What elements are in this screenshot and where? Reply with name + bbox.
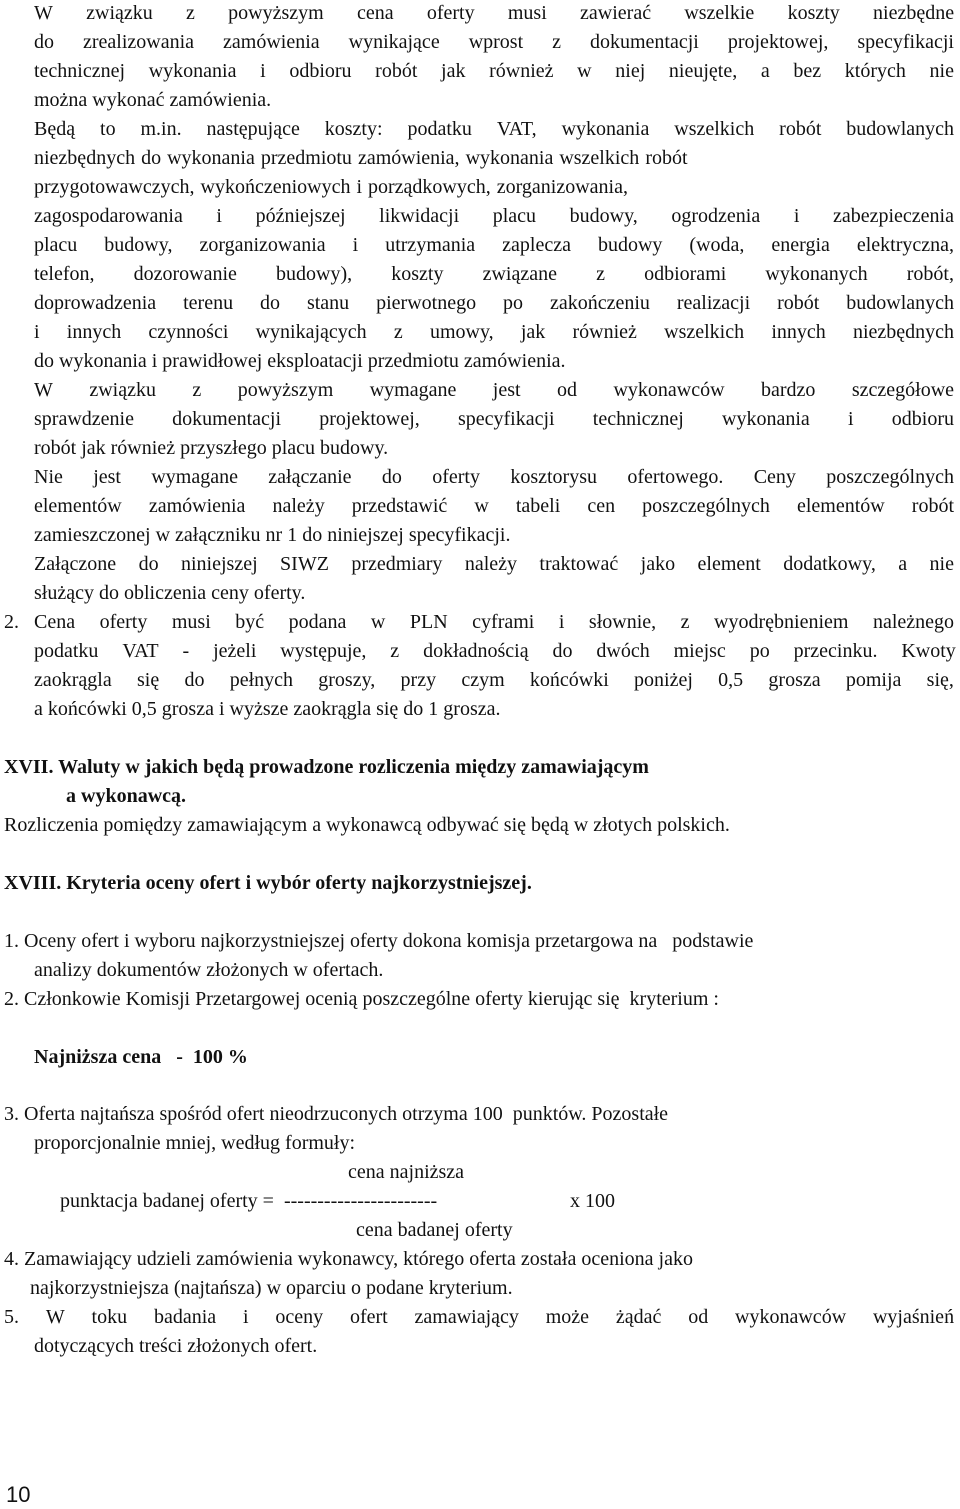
text-line: do zrealizowania zamówienia wynikające wprost z dokumentacji projektowej, specyfikacji [34, 31, 954, 53]
section-heading: XVIII. Kryteria oceny ofert i wybór oferty najkorzystniejszej. [4, 872, 532, 894]
list-item-continued: dotyczących treści złożonych ofert. [34, 1335, 318, 1357]
text-line: elementów zamówienia należy przedstawić w tabeli cen poszczególnych elementów robót [34, 495, 954, 517]
text-line: Cena oferty musi być podana w PLN cyframi i słownie, z wyodrębnieniem należnego [34, 611, 955, 633]
list-item: 2. Członkowie Komisji Przetargowej ocenią poszczególne oferty kierując się kryterium : [4, 988, 719, 1010]
text-line: sprawdzenie dokumentacji projektowej, specyfikacji technicznej wykonania i odbioru [34, 408, 954, 430]
text-line: można wykonać zamówienia. [34, 89, 272, 111]
text-line: W związku z powyższym wymagane jest od wykonawców bardzo szczegółowe [34, 379, 955, 401]
text-line: służący do obliczenia ceny oferty. [34, 582, 306, 604]
text-line: zagospodarowania i późniejszej likwidacji placu budowy, ogrodzenia i zabezpieczenia [34, 205, 954, 227]
text-line: i innych czynności wynikających z umowy, jak również wszelkich innych niezbędnych [34, 321, 955, 343]
list-item: 3. Oferta najtańsza spośród ofert nieodrzuconych otrzyma 100 punktów. Pozostałe [4, 1103, 669, 1125]
formula-denominator: cena badanej oferty [356, 1219, 513, 1241]
formula-multiplier: x 100 [570, 1190, 615, 1212]
text-line: Będą to m.in. następujące koszty: podatku VAT, wykonania wszelkich robót budowlanych [34, 118, 955, 140]
section-heading-continued: a wykonawcą. [66, 785, 187, 807]
page-number: 10 [6, 1482, 31, 1507]
list-item-continued: analizy dokumentów złożonych w ofertach. [34, 959, 384, 981]
text-line: doprowadzenia terenu do stanu pierwotnego po zakończeniu realizacji robót budowlanych [34, 292, 955, 314]
text-line: telefon, dozorowanie budowy), koszty związane z odbiorami wykonanych robót, [34, 263, 954, 285]
text-line: Załączone do niniejszej SIWZ przedmiary należy traktować jako element dodatkowy, a nie [34, 553, 954, 575]
text-line: technicznej wykonania i odbioru robót jak również w niej nieujęte, a bez których nie [34, 60, 954, 82]
list-item-continued: najkorzystniejsza (najtańsza) w oparciu o podane kryterium. [30, 1277, 513, 1299]
formula-left: punktacja badanej oferty = ----------------------- [60, 1190, 438, 1212]
list-item: 5. W toku badania i oceny ofert zamawiający może żądać od wykonawców wyjaśnień [4, 1306, 955, 1328]
text-line: a końcówki 0,5 grosza i wyższe zaokrągla się do 1 grosza. [34, 698, 501, 720]
section-heading: XVII. Waluty w jakich będą prowadzone rozliczenia między zamawiającym [4, 756, 649, 778]
formula-numerator: cena najniższa [348, 1161, 465, 1183]
text-line: przygotowawczych, wykończeniowych i porządkowych, zorganizowania, [34, 176, 628, 198]
criterion: Najniższa cena - 100 % [34, 1046, 248, 1068]
text-line: niezbędnych do wykonania przedmiotu zamówienia, wykonania wszelkich robót [34, 147, 688, 169]
text-line: placu budowy, zorganizowania i utrzymania zaplecza budowy (woda, energia elektryczna, [34, 234, 955, 256]
text-line: podatku VAT - jeżeli występuje, z dokładnością do dwóch miejsc po przecinku. Kwoty [34, 640, 956, 662]
list-item: 4. Zamawiający udzieli zamówienia wykonawcy, którego oferta została oceniona jako [4, 1248, 693, 1270]
text-line: zaokrągla się do pełnych groszy, przy czym końcówki poniżej 0,5 grosza pomija się, [34, 669, 954, 691]
list-item: 1. Oceny ofert i wyboru najkorzystniejszej oferty dokona komisja przetargowa na podstawie [4, 930, 754, 952]
section-body: Rozliczenia pomiędzy zamawiającym a wykonawcą odbywać się będą w złotych polskich. [4, 814, 730, 836]
text-line: do wykonania i prawidłowej eksploatacji przedmiotu zamówienia. [34, 350, 566, 372]
item-number: 2. [4, 611, 19, 633]
text-line: zamieszczonej w załączniku nr 1 do niniejszej specyfikacji. [34, 524, 511, 546]
text-line: Nie jest wymagane załączanie do oferty kosztorysu ofertowego. Ceny poszczególnych [34, 466, 954, 488]
text-line: W związku z powyższym cena oferty musi zawierać wszelkie koszty niezbędne [34, 2, 955, 24]
text-line: robót jak również przyszłego placu budowy. [34, 437, 389, 459]
list-item-continued: proporcjonalnie mniej, według formuły: [34, 1132, 356, 1154]
